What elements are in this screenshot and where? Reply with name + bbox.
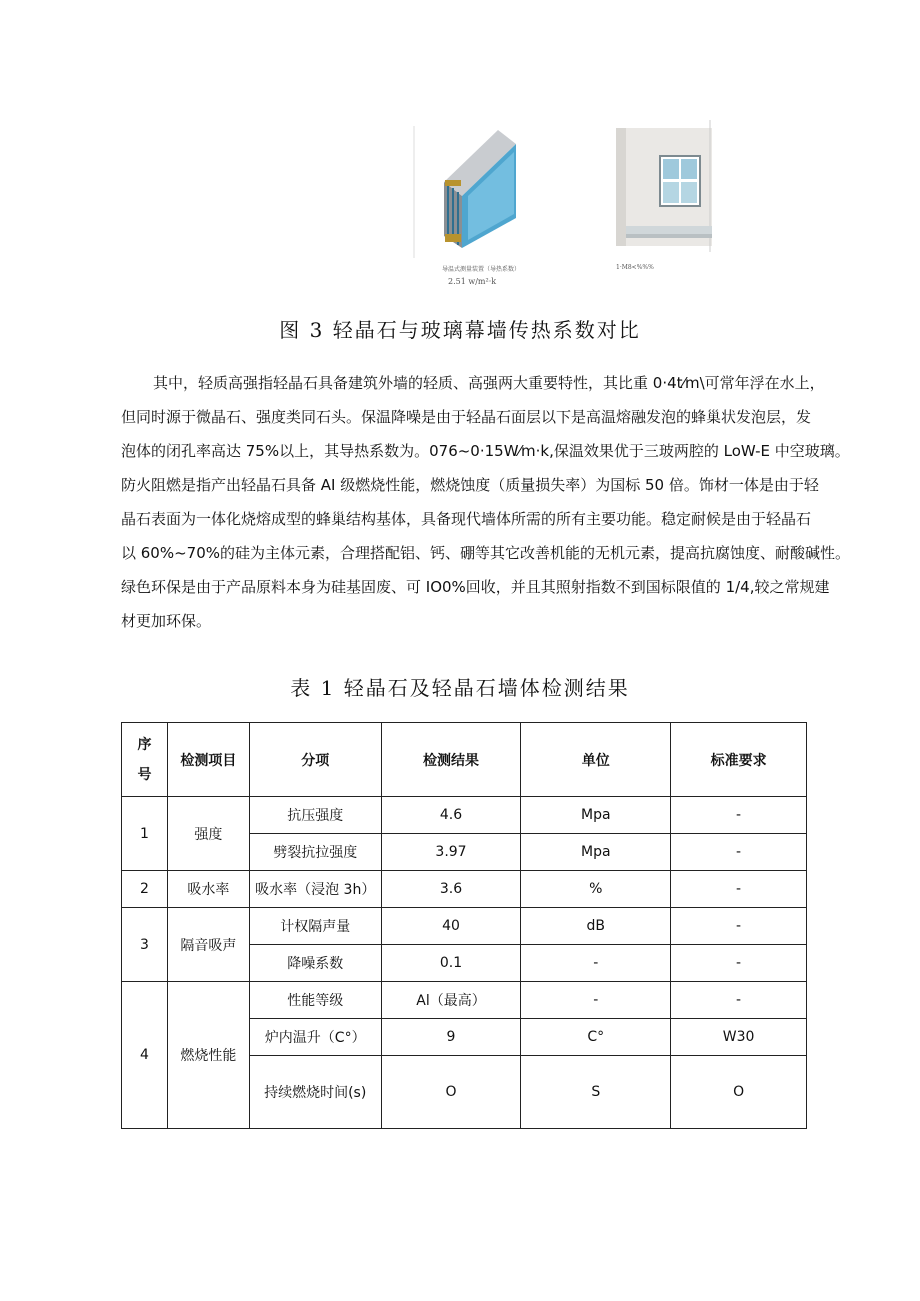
header-sub: 分项 xyxy=(249,723,381,797)
cell-unit: Mpa xyxy=(521,834,671,871)
cell-standard: - xyxy=(671,982,807,1019)
cell-result: Al（最高） xyxy=(381,982,521,1019)
cell-unit: - xyxy=(521,945,671,982)
paragraph-line: 绿色环保是由于产品原料本身为硅基固废、可 IO0%回收，并且其照射指数不到国标限值的 1/4,较之常规建 xyxy=(121,578,830,596)
cell-standard: O xyxy=(671,1056,807,1129)
cell-sub: 计权隔声量 xyxy=(249,908,381,945)
glass-section-figure xyxy=(412,122,544,292)
cell-result: 4.6 xyxy=(381,797,521,834)
cell-seq: 1 xyxy=(122,797,168,871)
cell-sub: 炉内温升（C°） xyxy=(249,1019,381,1056)
wall-panel-figure xyxy=(610,118,720,278)
body-paragraph xyxy=(121,366,851,638)
cell-sub: 抗压强度 xyxy=(249,797,381,834)
cell-standard: - xyxy=(671,908,807,945)
table-row xyxy=(122,871,807,908)
table-row xyxy=(122,797,807,834)
cell-unit: % xyxy=(521,871,671,908)
cell-result: 3.97 xyxy=(381,834,521,871)
cell-seq: 3 xyxy=(122,908,168,982)
paragraph-line: 但同时源于微晶石、强度类同石头。保温降噪是由于轻晶石面层以下是高温熔融发泡的蜂巢状发泡层，发 xyxy=(121,408,812,426)
figure-title: 图 3 轻晶石与玻璃幕墙传热系数对比 xyxy=(279,318,641,342)
cell-sub: 性能等级 xyxy=(249,982,381,1019)
wall-panel-illustration xyxy=(610,118,720,258)
triple-glazing-illustration xyxy=(412,122,544,262)
cell-unit: Mpa xyxy=(521,797,671,834)
header-result: 检测结果 xyxy=(381,723,521,797)
paragraph-line: 防火阻燃是指产出轻晶石具备 AI 级燃烧性能，燃烧蚀度（质量损失率）为国标 50 倍。饰材一体是由于轻 xyxy=(121,476,819,494)
test-results-table xyxy=(121,722,807,1129)
cell-sub: 持续燃烧时间(s) xyxy=(249,1056,381,1129)
cell-unit: C° xyxy=(521,1019,671,1056)
cell-item: 隔音吸声 xyxy=(167,908,249,982)
cell-item: 燃烧性能 xyxy=(167,982,249,1129)
cell-standard: - xyxy=(671,871,807,908)
header-standard: 标准要求 xyxy=(671,723,807,797)
table-title: 表 1 轻晶石及轻晶石墙体检测结果 xyxy=(290,676,630,700)
cell-sub: 吸水率（浸泡 3h） xyxy=(249,871,381,908)
cell-standard: - xyxy=(671,834,807,871)
cell-unit: S xyxy=(521,1056,671,1129)
figure-left-caption-1: 导温式测量装置（导热系数） xyxy=(442,266,521,273)
cell-result: O xyxy=(381,1056,521,1129)
cell-seq: 2 xyxy=(122,871,168,908)
paragraph-line: 泡体的闭孔率高达 75%以上，其导热系数为。076~0·15W⁄m·k,保温效果优于三玻两腔的 LoW-E 中空玻璃。 xyxy=(121,442,850,460)
cell-result: 9 xyxy=(381,1019,521,1056)
cell-sub: 降噪系数 xyxy=(249,945,381,982)
paragraph-line: 晶石表面为一体化烧熔成型的蜂巢结构基体，具备现代墙体所需的所有主要功能。稳定耐候是由于轻晶石 xyxy=(121,510,812,528)
header-seq: 序 号 xyxy=(122,723,168,797)
cell-standard: - xyxy=(671,797,807,834)
cell-standard: W30 xyxy=(671,1019,807,1056)
table-header-row xyxy=(122,723,807,797)
paragraph-line: 材更加环保。 xyxy=(121,612,212,630)
header-unit: 单位 xyxy=(521,723,671,797)
paragraph-line: 其中，轻质高强指轻晶石具备建筑外墙的轻质、高强两大重要特性，其比重 0·4t⁄m\可常年浮在水上， xyxy=(153,374,825,392)
paragraph-line: 以 60%~70%的硅为主体元素，合理搭配铝、钙、硼等其它改善机能的无机元素，提高抗腐蚀度、耐酸碱性。 xyxy=(121,544,851,562)
table-row xyxy=(122,982,807,1019)
figure-left-caption-2: 2.51 w/m²·k xyxy=(448,277,497,286)
figure-right-caption: 1·M8<%%% xyxy=(616,264,654,271)
cell-result: 40 xyxy=(381,908,521,945)
cell-result: 0.1 xyxy=(381,945,521,982)
header-item: 检测项目 xyxy=(167,723,249,797)
cell-item: 强度 xyxy=(167,797,249,871)
cell-seq: 4 xyxy=(122,982,168,1129)
cell-item: 吸水率 xyxy=(167,871,249,908)
table-row xyxy=(122,908,807,945)
cell-standard: - xyxy=(671,945,807,982)
cell-sub: 劈裂抗拉强度 xyxy=(249,834,381,871)
cell-unit: - xyxy=(521,982,671,1019)
cell-unit: dB xyxy=(521,908,671,945)
cell-result: 3.6 xyxy=(381,871,521,908)
